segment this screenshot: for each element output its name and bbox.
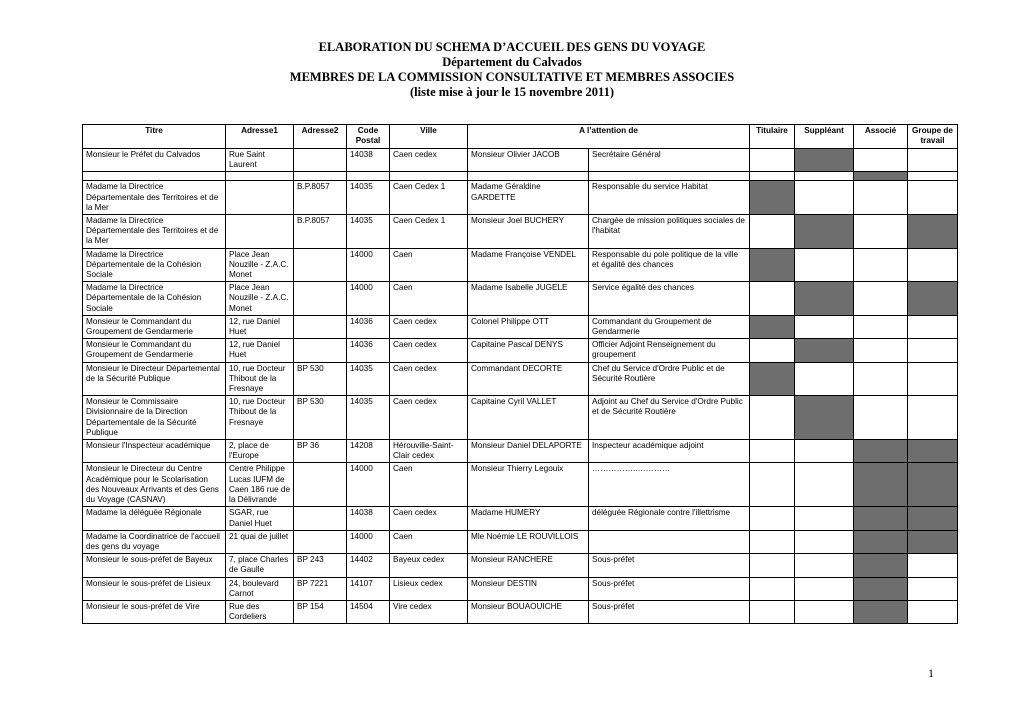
suppleant-cell [795,530,854,553]
table-row [83,215,958,249]
table-row [83,149,958,172]
adresse1-cell: 10, rue Docteur Thibout de la Fresnaye [226,362,294,396]
suppleant-cell [795,396,854,440]
titre-cell: Madame la Directrice Départementale des Territoires et de la Mer [83,215,226,249]
ville-cell: Caen [390,463,468,507]
titulaire-cell [750,248,795,282]
titulaire-cell [750,440,795,463]
table-row [83,181,958,215]
groupe-de-travail-cell [908,248,958,282]
table-row [83,315,958,338]
table-row [83,463,958,507]
table-row [83,396,958,440]
groupe-de-travail-cell [908,530,958,553]
groupe-de-travail-cell [908,440,958,463]
groupe-de-travail-cell [908,600,958,623]
code-postal-cell: 14107 [347,577,390,600]
titre-cell [83,172,226,181]
adresse2-cell: BP 530 [294,396,347,440]
contact-role-cell: Chargée de mission politiques sociales de l'habitat [589,215,750,249]
groupe-de-travail-cell [908,215,958,249]
contact-name-cell: Mle Noémie LE ROUVILLOIS [468,530,589,553]
titulaire-cell [750,215,795,249]
document-title: ELABORATION DU SCHEMA D’ACCUEIL DES GENS DU VOYAGE [318,40,706,54]
col-header-adresse1: Adresse1 [226,125,294,149]
contact-name-cell: Madame Isabelle JUGELE [468,282,589,316]
titulaire-cell [750,463,795,507]
ville-cell: Caen cedex [390,396,468,440]
contact-name-cell: Monsieur BOUAOUICHE [468,600,589,623]
contact-name-cell: Monsieur Joel BUCHERY [468,215,589,249]
code-postal-cell: 14035 [347,362,390,396]
adresse2-cell [294,530,347,553]
code-postal-cell: 14038 [347,507,390,530]
col-header-code-postal: Code Postal [347,125,390,149]
adresse1-cell: 10, rue Docteur Thibout de la Fresnaye [226,396,294,440]
titre-cell: Monsieur l'Inspecteur académique [83,440,226,463]
titulaire-cell [750,577,795,600]
suppleant-cell [795,315,854,338]
adresse1-cell: 12, rue Daniel Huet [226,315,294,338]
table-row [83,507,958,530]
associe-cell [854,396,908,440]
col-header-titre: Titre [83,125,226,149]
ville-cell: Hérouville-Saint-Clair cedex [390,440,468,463]
groupe-de-travail-cell [908,463,958,507]
ville-cell: Bayeux cedex [390,554,468,577]
adresse1-cell [226,172,294,181]
contact-role-cell: Adjoint au Chef du Service d'Ordre Public et de Sécurité Routière [589,396,750,440]
code-postal-cell: 14402 [347,554,390,577]
associe-cell [854,530,908,553]
table-body [83,149,958,624]
table-row [83,554,958,577]
suppleant-cell [795,149,854,172]
table-row [83,600,958,623]
contact-name-cell: Capitaine Cyril VALLET [468,396,589,440]
adresse2-cell: BP 530 [294,362,347,396]
titulaire-cell [750,172,795,181]
contact-name-cell: Madame Géraldine GARDETTE [468,181,589,215]
associe-cell [854,282,908,316]
contact-name-cell: Madame Françoise VENDEL [468,248,589,282]
titre-cell: Monsieur le Directeur Départemental de la Sécurité Publique [83,362,226,396]
titre-cell: Monsieur le Directeur du Centre Académique pour le Scolarisation des Nouveaux Arrivants et des Gens du Voyage (CASNAV) [83,463,226,507]
code-postal-cell: 14504 [347,600,390,623]
contact-role-cell: déléguée Régionale contre l'illettrisme [589,507,750,530]
adresse2-cell [294,149,347,172]
associe-cell [854,600,908,623]
code-postal-cell: 14000 [347,248,390,282]
adresse1-cell: SGAR, rue Daniel Huet [226,507,294,530]
groupe-de-travail-cell [908,339,958,362]
ville-cell: Caen [390,248,468,282]
suppleant-cell [795,554,854,577]
contact-role-cell: Officier Adjoint Renseignement du groupement [589,339,750,362]
groupe-de-travail-cell [908,507,958,530]
adresse1-cell: Rue des Cordeliers [226,600,294,623]
adresse1-cell: 24, boulevard Carnot [226,577,294,600]
ville-cell: Caen Cedex 1 [390,215,468,249]
update-date: (liste mise à jour le 15 novembre 2011) [409,85,615,99]
titulaire-cell [750,149,795,172]
adresse2-cell [294,282,347,316]
commission-subtitle: MEMBRES DE LA COMMISSION CONSULTATIVE ET MEMBRES ASSOCIES [289,70,735,84]
associe-cell [854,440,908,463]
suppleant-cell [795,282,854,316]
associe-cell [854,149,908,172]
associe-cell [854,315,908,338]
contact-role-cell [589,530,750,553]
groupe-de-travail-cell [908,282,958,316]
code-postal-cell: 14000 [347,463,390,507]
adresse2-cell [294,507,347,530]
contact-name-cell: Madame HUMERY [468,507,589,530]
contact-name-cell: Monsieur Thierry Legouix [468,463,589,507]
titre-cell: Monsieur le Préfet du Calvados [83,149,226,172]
code-postal-cell: 14036 [347,339,390,362]
adresse1-cell: 21 quai de juillet [226,530,294,553]
ville-cell: Lisieux cedex [390,577,468,600]
associe-cell [854,248,908,282]
suppleant-cell [795,248,854,282]
ville-cell: Caen cedex [390,149,468,172]
adresse2-cell [294,172,347,181]
titre-cell: Madame la déléguée Régionale [83,507,226,530]
table-row [83,577,958,600]
ville-cell: Caen [390,282,468,316]
adresse2-cell: B.P.8057 [294,215,347,249]
code-postal-cell: 14035 [347,181,390,215]
titulaire-cell [750,530,795,553]
contact-name-cell: Colonel Philippe OTT [468,315,589,338]
suppleant-cell [795,215,854,249]
titre-cell: Monsieur le Commandant du Groupement de Gendarmerie [83,339,226,362]
adresse2-cell: BP 154 [294,600,347,623]
col-header-groupe-de-travail: Groupe de travail [908,125,958,149]
titre-cell: Madame la Directrice Départementale de la Cohésion Sociale [83,282,226,316]
contact-name-cell [468,172,589,181]
contact-role-cell: Sous-préfet [589,577,750,600]
ville-cell: Caen cedex [390,315,468,338]
document-header [0,40,1024,100]
groupe-de-travail-cell [908,315,958,338]
page-number: 1 [928,666,934,680]
code-postal-cell: 14000 [347,282,390,316]
titulaire-cell [750,600,795,623]
adresse1-cell: 7, place Charles de Gaulle [226,554,294,577]
ville-cell: Caen cedex [390,507,468,530]
code-postal-cell: 14208 [347,440,390,463]
adresse1-cell: Place Jean Nouzille - Z.A.C. Monet [226,248,294,282]
spacer-row [83,172,958,181]
ville-cell: Caen cedex [390,362,468,396]
table-row [83,362,958,396]
contact-role-cell: Sous-préfet [589,600,750,623]
ville-cell: Caen Cedex 1 [390,181,468,215]
titulaire-cell [750,315,795,338]
adresse1-cell: 12, rue Daniel Huet [226,339,294,362]
table-row [83,530,958,553]
members-table [82,124,958,624]
col-header-titulaire: Titulaire [750,125,795,149]
code-postal-cell: 14035 [347,215,390,249]
titre-cell: Madame la Directrice Départementale de la Cohésion Sociale [83,248,226,282]
contact-role-cell: Chef du Service d'Ordre Public et de Sécurité Routière [589,362,750,396]
adresse2-cell: BP 36 [294,440,347,463]
adresse1-cell: Place Jean Nouzille - Z.A.C. Monet [226,282,294,316]
contact-role-cell [589,172,750,181]
suppleant-cell [795,463,854,507]
groupe-de-travail-cell [908,577,958,600]
code-postal-cell: 14038 [347,149,390,172]
suppleant-cell [795,362,854,396]
code-postal-cell: 14035 [347,396,390,440]
groupe-de-travail-cell [908,181,958,215]
suppleant-cell [795,339,854,362]
titulaire-cell [750,181,795,215]
titre-cell: Monsieur le sous-préfet de Vire [83,600,226,623]
ville-cell: Caen [390,530,468,553]
adresse2-cell [294,339,347,362]
groupe-de-travail-cell [908,362,958,396]
titulaire-cell [750,282,795,316]
titre-cell: Monsieur le sous-préfet de Lisieux [83,577,226,600]
table-row [83,440,958,463]
associe-cell [854,507,908,530]
associe-cell [854,577,908,600]
table-header-row [83,125,958,149]
suppleant-cell [795,577,854,600]
table-row [83,282,958,316]
suppleant-cell [795,600,854,623]
contact-name-cell: Monsieur RANCHERE [468,554,589,577]
col-header-associe: Associé [854,125,908,149]
titre-cell: Monsieur le sous-préfet de Bayeux [83,554,226,577]
contact-name-cell: Monsieur Daniel DELAPORTE [468,440,589,463]
associe-cell [854,362,908,396]
col-header-suppleant: Suppléant [795,125,854,149]
suppleant-cell [795,507,854,530]
groupe-de-travail-cell [908,554,958,577]
titulaire-cell [750,554,795,577]
table-row [83,339,958,362]
code-postal-cell: 14000 [347,530,390,553]
associe-cell [854,554,908,577]
col-header-adresse2: Adresse2 [294,125,347,149]
titulaire-cell [750,339,795,362]
suppleant-cell [795,181,854,215]
contact-name-cell: Monsieur Olivier JACOB [468,149,589,172]
table-row [83,248,958,282]
groupe-de-travail-cell [908,396,958,440]
adresse1-cell: 2, place de l'Europe [226,440,294,463]
contact-name-cell: Monsieur DESTIN [468,577,589,600]
department-subtitle: Département du Calvados [442,55,582,69]
adresse1-cell [226,181,294,215]
suppleant-cell [795,172,854,181]
contact-role-cell: ……………..………… [589,463,750,507]
contact-role-cell: Sous-préfet [589,554,750,577]
suppleant-cell [795,440,854,463]
adresse1-cell: Centre Philippe Lucas IUFM de Caen 186 rue de la Délivrande [226,463,294,507]
contact-role-cell: Inspecteur académique adjoint [589,440,750,463]
associe-cell [854,181,908,215]
adresse2-cell [294,315,347,338]
titre-cell: Madame la Coordinatrice de l'accueil des gens du voyage [83,530,226,553]
contact-name-cell: Capitaine Pascal DENYS [468,339,589,362]
groupe-de-travail-cell [908,149,958,172]
contact-role-cell: Secrétaire Général [589,149,750,172]
contact-role-cell: Service égalité des chances [589,282,750,316]
groupe-de-travail-cell [908,172,958,181]
associe-cell [854,172,908,181]
contact-role-cell: Responsable du service Habitat [589,181,750,215]
col-header-ville: Ville [390,125,468,149]
col-header-attention: A l’attention de [468,125,750,149]
code-postal-cell: 14036 [347,315,390,338]
adresse2-cell: BP 243 [294,554,347,577]
titulaire-cell [750,362,795,396]
adresse2-cell [294,463,347,507]
ville-cell [390,172,468,181]
adresse2-cell: B.P.8057 [294,181,347,215]
contact-role-cell: Responsable du pole politique de la ville et égalité des chances [589,248,750,282]
titre-cell: Monsieur le Commissaire Divisionnaire de la Direction Départementale de la Sécurité Publique [83,396,226,440]
contact-name-cell: Commandant DECORTE [468,362,589,396]
adresse1-cell [226,215,294,249]
titulaire-cell [750,507,795,530]
titre-cell: Monsieur le Commandant du Groupement de Gendarmerie [83,315,226,338]
adresse2-cell: BP 7221 [294,577,347,600]
associe-cell [854,215,908,249]
titulaire-cell [750,396,795,440]
titre-cell: Madame la Directrice Départementale des Territoires et de la Mer [83,181,226,215]
ville-cell: Caen cedex [390,339,468,362]
ville-cell: Vire cedex [390,600,468,623]
adresse2-cell [294,248,347,282]
contact-role-cell: Commandant du Groupement de Gendarmerie [589,315,750,338]
associe-cell [854,463,908,507]
associe-cell [854,339,908,362]
code-postal-cell [347,172,390,181]
adresse1-cell: Rue Saint Laurent [226,149,294,172]
